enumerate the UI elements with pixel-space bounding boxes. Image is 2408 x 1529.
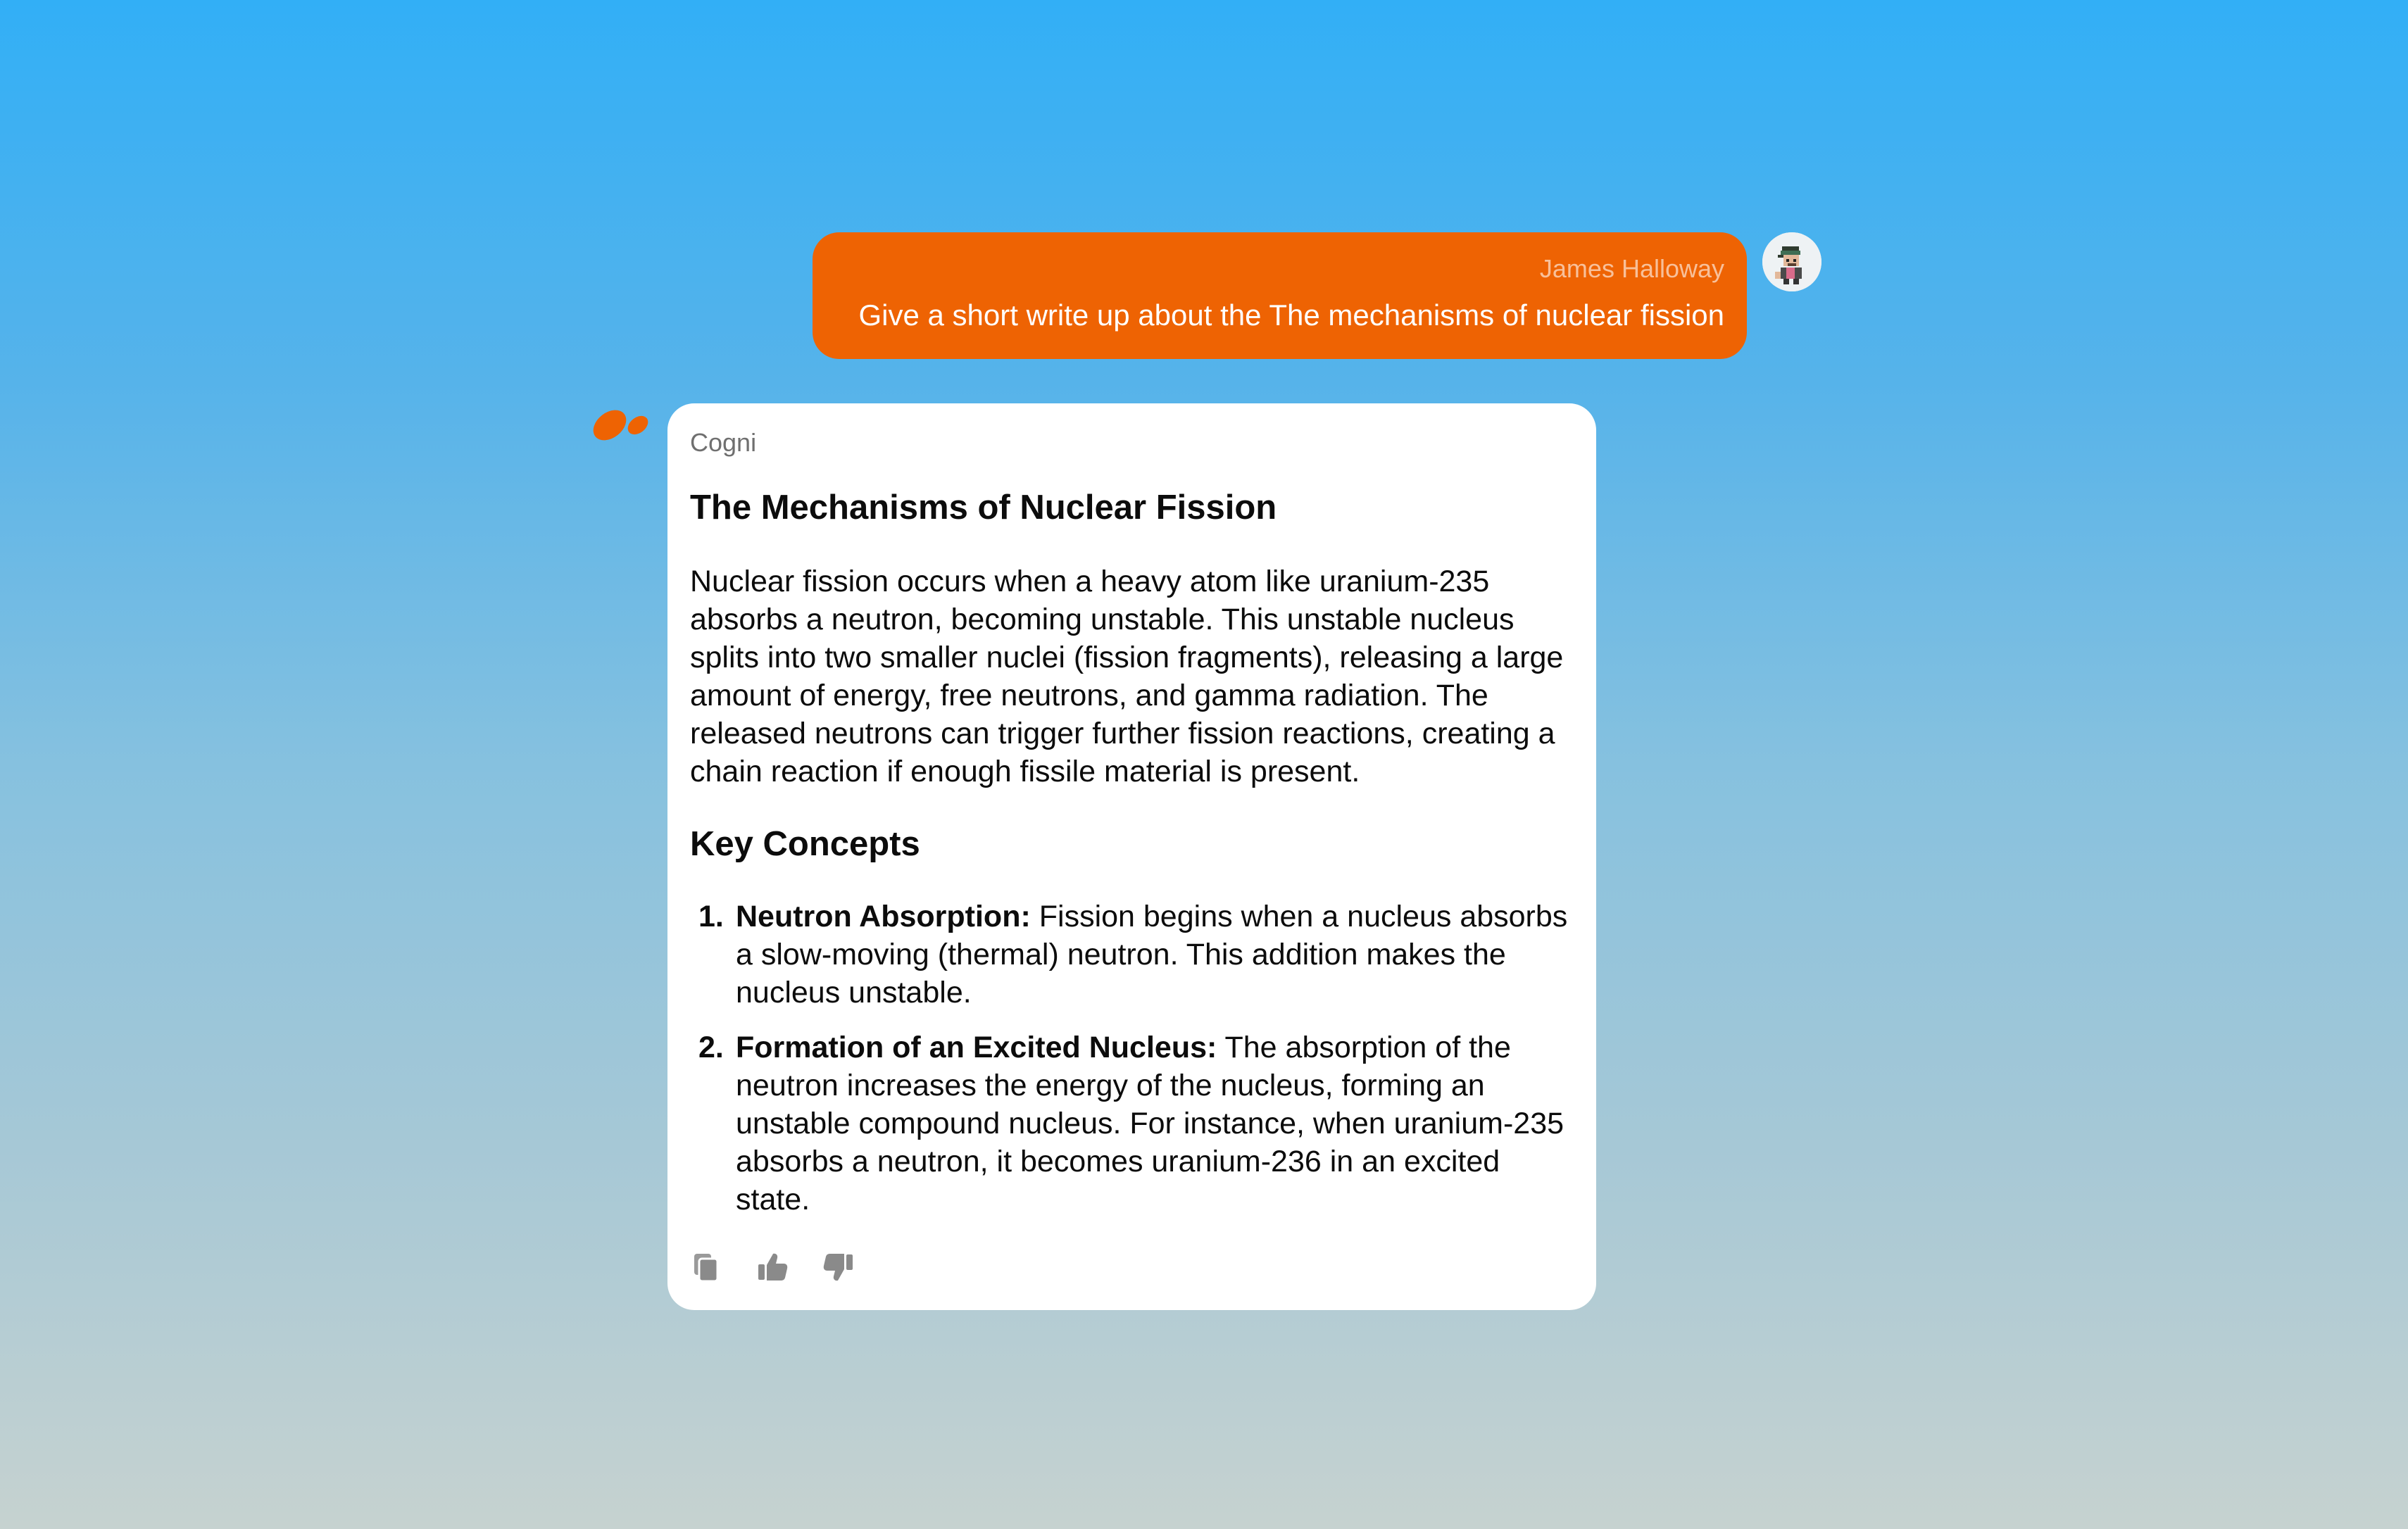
user-message-text: Give a short write up about the The mechanisms of nuclear fission — [858, 298, 1724, 332]
concept-text: Fission begins when a nucleus absorbs a slow-moving (thermal) neutron. This addition makes the nucleus unstable. — [736, 900, 1568, 1009]
concept-number: 2. — [698, 1031, 724, 1064]
pixel-avatar-icon — [1762, 232, 1821, 291]
thumbs-down-icon — [822, 1251, 855, 1283]
copy-button[interactable] — [690, 1251, 722, 1283]
user-avatar[interactable] — [1762, 232, 1821, 291]
concept-number: 1. — [698, 900, 724, 933]
user-message-bubble — [813, 232, 1747, 359]
assistant-name: Cogni — [690, 428, 757, 457]
key-concepts-heading: Key Concepts — [690, 825, 920, 863]
cogni-logo-icon — [584, 401, 652, 446]
concept-term: Neutron Absorption: — [736, 900, 1031, 933]
message-actions — [690, 1251, 855, 1283]
concept-term: Formation of an Excited Nucleus: — [736, 1031, 1217, 1064]
response-paragraph: Nuclear fission occurs when a heavy atom like uranium-235 absorbs a neutron, becoming unstable. This unstable nucleus splits into two smaller nuclei (fission fragments), releasing a large amount of energy, free neutrons, and gamma radiation. The released neutrons can trigger further fission reactions, creating a chain reaction if enough fissile material is present. — [690, 565, 1564, 788]
thumbs-up-icon — [756, 1251, 789, 1283]
response-title: The Mechanisms of Nuclear Fission — [690, 489, 1277, 527]
key-concepts-list — [690, 898, 1574, 1219]
assistant-message-card — [667, 403, 1596, 1310]
user-name: James Halloway — [1539, 254, 1724, 283]
concept-text: The absorption of the neutron increases the energy of the nucleus, forming an unstable compound nucleus. For instance, when uranium-235 absorbs a neutron, it becomes uranium-236 in an excited state. — [736, 1031, 1564, 1216]
concept-item-excited-nucleus — [690, 1028, 1574, 1219]
concept-item-neutron-absorption — [690, 898, 1574, 1012]
copy-icon — [690, 1251, 722, 1283]
thumbs-up-button[interactable] — [756, 1251, 789, 1283]
thumbs-down-button[interactable] — [822, 1251, 855, 1283]
